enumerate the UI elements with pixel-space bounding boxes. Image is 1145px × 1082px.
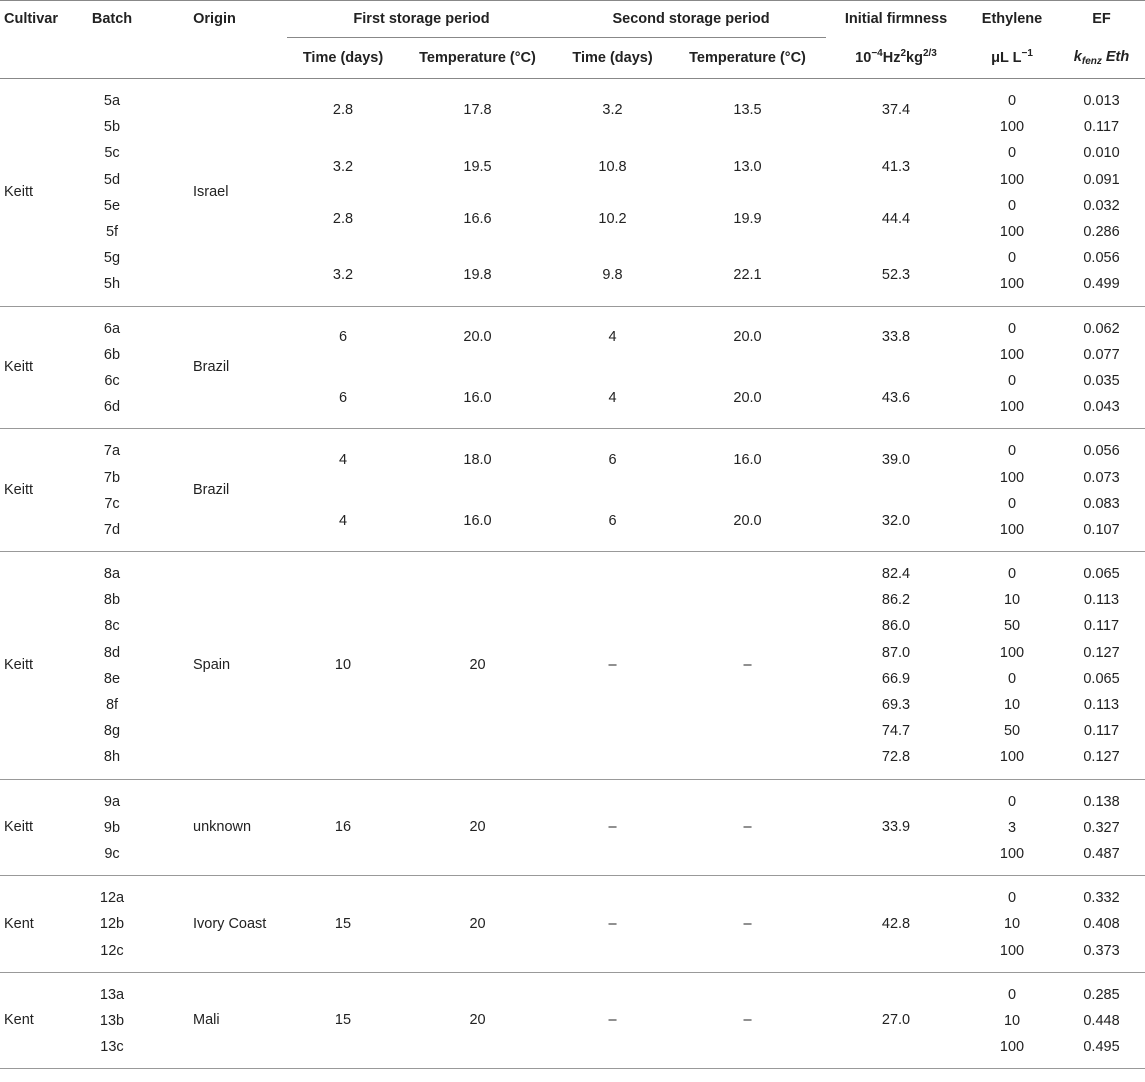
ef-cell: 0.373: [1083, 942, 1120, 959]
temp2-cell: –: [743, 819, 752, 836]
ef-cell: 0.117: [1083, 119, 1120, 136]
origin-cell: unknown: [193, 819, 252, 836]
time2-cell: 9.8: [602, 267, 623, 284]
ef-cell: 0.285: [1083, 986, 1120, 1003]
ef-cell: 0.083: [1083, 495, 1120, 512]
firmness-cell: 86.2: [881, 592, 911, 609]
ethylene-cell: 0: [1007, 372, 1017, 389]
firmness-cell: 86.0: [881, 618, 911, 635]
ef-cell: 0.127: [1083, 749, 1120, 766]
ethylene-cell: 0: [1007, 93, 1017, 110]
ef-cell: 0.487: [1083, 845, 1120, 862]
firmness-cell: 44.4: [881, 210, 911, 227]
ethylene-cell: 10: [1003, 697, 1021, 714]
firmness-cell: 87.0: [881, 644, 911, 661]
ethylene-cell: 100: [999, 224, 1025, 241]
time2-cell: –: [608, 819, 617, 836]
batch-cell: 9b: [103, 819, 121, 836]
ef-cell: 0.332: [1083, 890, 1120, 907]
batch-cell: 6d: [103, 399, 121, 416]
ef-cell: 0.035: [1083, 372, 1120, 389]
ef-cell: 0.113: [1083, 592, 1120, 609]
ef-cell: 0.499: [1083, 276, 1120, 293]
firmness-cell: 72.8: [881, 749, 911, 766]
temp1-cell: 19.8: [463, 267, 492, 284]
time2-cell: 3.2: [602, 101, 623, 118]
header-time-days-1: Time (days): [302, 50, 384, 66]
header-ethylene: Ethylene: [981, 11, 1043, 28]
header-initial-firmness: Initial firmness: [844, 11, 948, 28]
temp2-cell: –: [743, 657, 752, 674]
ethylene-cell: 0: [1007, 320, 1017, 337]
time1-cell: 6: [338, 390, 348, 407]
ethylene-cell: 10: [1003, 916, 1021, 933]
batch-cell: 8c: [104, 618, 120, 635]
temp1-cell: 20: [469, 657, 486, 674]
temp1-cell: 20: [469, 915, 486, 932]
batch-cell: 13a: [99, 986, 125, 1003]
origin-cell: Mali: [193, 1012, 220, 1029]
header-second-storage-period: Second storage period: [556, 1, 826, 38]
header-batch: Batch: [91, 11, 133, 27]
batch-cell: 13b: [99, 1012, 125, 1029]
group-kent-mali: [0, 972, 1145, 1069]
header-ethylene-unit: μL $L^{-1}$: [991, 47, 1033, 66]
batch-cell: 8f: [105, 697, 119, 714]
batch-cell: 5a: [103, 93, 121, 110]
temp2-cell: 13.0: [733, 158, 762, 175]
batch-cell: 6c: [104, 372, 120, 389]
time2-cell: –: [608, 1012, 617, 1029]
batch-cell: 8h: [103, 749, 121, 766]
header-temperature-2: Temperature (°C): [689, 50, 806, 66]
time1-cell: 6: [338, 329, 348, 346]
ef-cell: 0.077: [1083, 346, 1120, 363]
origin-cell: Israel: [193, 184, 229, 201]
ethylene-cell: 0: [1007, 443, 1017, 460]
origin-cell: Brazil: [193, 482, 230, 499]
temp1-cell: 20.0: [463, 329, 492, 346]
ethylene-cell: 0: [1007, 566, 1017, 583]
firmness-cell: 74.7: [881, 723, 911, 740]
firmness-cell: 42.8: [881, 915, 911, 932]
ef-cell: 0.032: [1083, 197, 1120, 214]
ethylene-cell: 100: [999, 119, 1025, 136]
table-row: [0, 876, 1145, 912]
time1-cell: 3.2: [332, 158, 354, 175]
batch-cell: 8e: [103, 670, 121, 687]
temp2-cell: –: [743, 1012, 752, 1029]
ef-cell: 0.286: [1083, 224, 1120, 241]
header-firmness-unit: $10^{-4}Hz^2kg^{2/3}$: [855, 47, 937, 66]
time2-cell: 4: [608, 390, 617, 407]
group-keitt-spain: [0, 552, 1145, 780]
ethylene-cell: 100: [999, 749, 1025, 766]
temp1-cell: 16.0: [463, 512, 492, 529]
origin-cell: Brazil: [193, 359, 230, 376]
temp1-cell: 16.6: [463, 210, 492, 227]
time1-cell: 3.2: [332, 267, 354, 284]
ethylene-cell: 0: [1007, 670, 1017, 687]
firmness-cell: 33.8: [881, 329, 911, 346]
header-first-storage-period: First storage period: [287, 1, 556, 38]
time1-cell: 15: [334, 1012, 352, 1029]
ethylene-cell: 0: [1007, 145, 1017, 162]
time1-cell: 2.8: [332, 210, 354, 227]
batch-cell: 5b: [103, 119, 121, 136]
temp1-cell: 20: [469, 819, 486, 836]
ethylene-cell: 50: [1003, 618, 1021, 635]
origin-cell: Ivory Coast: [193, 915, 267, 932]
batch-cell: 9c: [104, 845, 120, 862]
batch-cell: 5h: [103, 276, 121, 293]
temp1-cell: 16.0: [463, 390, 492, 407]
cultivar-cell: Keitt: [4, 482, 34, 499]
ethylene-cell: 100: [999, 644, 1025, 661]
firmness-cell: 69.3: [881, 697, 911, 714]
batch-cell: 5g: [103, 250, 121, 267]
ethylene-cell: 100: [999, 276, 1025, 293]
batch-cell: 7d: [103, 521, 121, 538]
time1-cell: 4: [338, 451, 348, 468]
ethylene-cell: 10: [1003, 1012, 1021, 1029]
temp1-cell: 19.5: [463, 158, 492, 175]
ef-cell: 0.138: [1083, 793, 1120, 810]
firmness-cell: 39.0: [881, 451, 911, 468]
ef-cell: 0.073: [1083, 469, 1120, 486]
table-row: [0, 552, 1145, 588]
ethylene-cell: 100: [999, 521, 1025, 538]
ethylene-cell: 0: [1007, 986, 1017, 1003]
table-header: [0, 1, 1145, 79]
batch-cell: 5f: [105, 224, 119, 241]
cultivar-cell: Keitt: [4, 819, 34, 836]
temp2-cell: 19.9: [733, 210, 762, 227]
ef-cell: 0.117: [1083, 618, 1120, 635]
time2-cell: 4: [608, 329, 617, 346]
table-row: [0, 972, 1145, 1008]
ef-cell: 0.113: [1083, 697, 1120, 714]
batch-cell: 13c: [100, 1039, 124, 1056]
header-ef-formula: $k_{fenz}$ Eth: [1073, 48, 1130, 67]
batch-cell: 8d: [103, 644, 121, 661]
ethylene-cell: 100: [999, 399, 1025, 416]
time2-cell: –: [608, 657, 617, 674]
batch-cell: 5d: [103, 171, 121, 188]
ethylene-cell: 100: [999, 171, 1025, 188]
time2-cell: –: [608, 915, 617, 932]
temp2-cell: 20.0: [733, 390, 762, 407]
ef-cell: 0.408: [1083, 916, 1120, 933]
firmness-cell: 33.9: [881, 819, 911, 836]
firmness-cell: 82.4: [881, 566, 911, 583]
header-origin: Origin: [193, 11, 236, 27]
ethylene-cell: 50: [1003, 723, 1021, 740]
batch-cell: 9a: [103, 793, 121, 810]
ef-cell: 0.056: [1083, 443, 1120, 460]
batch-cell: 5e: [103, 197, 121, 214]
ef-cell: 0.107: [1083, 521, 1120, 538]
table-row: [0, 429, 1145, 465]
group-keitt-brazil-6: [0, 306, 1145, 429]
batch-cell: 7b: [103, 469, 121, 486]
header-temperature-1: Temperature (°C): [419, 50, 536, 66]
batch-cell: 12c: [100, 942, 124, 959]
batch-cell: 7c: [104, 495, 120, 512]
time1-cell: 15: [334, 915, 352, 932]
temp1-cell: 20: [469, 1012, 486, 1029]
temp2-cell: 22.1: [733, 267, 762, 284]
ef-cell: 0.065: [1083, 670, 1120, 687]
ef-cell: 0.065: [1083, 566, 1120, 583]
time2-cell: 6: [608, 512, 617, 529]
cultivar-cell: Keitt: [4, 184, 34, 201]
temp1-cell: 17.8: [463, 101, 492, 118]
cultivar-cell: Keitt: [4, 359, 34, 376]
ef-cell: 0.448: [1083, 1012, 1120, 1029]
ethylene-cell: 100: [999, 469, 1025, 486]
time1-cell: 2.8: [332, 101, 354, 118]
cultivar-cell: Kent: [4, 1012, 34, 1029]
header-time-days-2: Time (days): [572, 50, 653, 66]
ethylene-cell: 10: [1003, 592, 1021, 609]
origin-cell: Spain: [193, 657, 231, 674]
batch-cell: 5c: [104, 145, 120, 162]
firmness-cell: 52.3: [881, 267, 911, 284]
temp2-cell: 20.0: [733, 329, 762, 346]
time2-cell: 6: [608, 451, 617, 468]
time2-cell: 10.2: [598, 210, 627, 227]
table-row: [0, 306, 1145, 342]
time1-cell: 4: [338, 512, 348, 529]
ethylene-cell: 3: [1007, 819, 1017, 836]
time1-cell: 10: [334, 657, 352, 674]
temp2-cell: 13.5: [733, 101, 762, 118]
batch-cell: 7a: [103, 443, 121, 460]
ef-cell: 0.062: [1083, 320, 1120, 337]
firmness-cell: 32.0: [881, 512, 911, 529]
ethylene-cell: 100: [999, 942, 1025, 959]
table-row: [0, 779, 1145, 815]
table-row: [0, 79, 1145, 115]
batch-cell: 12b: [99, 916, 125, 933]
batch-cell: 6b: [103, 346, 121, 363]
batch-cell: 8g: [103, 723, 121, 740]
ethylene-cell: 100: [999, 346, 1025, 363]
ef-cell: 0.043: [1083, 399, 1120, 416]
ef-cell: 0.117: [1083, 723, 1120, 740]
firmness-cell: 41.3: [881, 158, 911, 175]
ethylene-cell: 100: [999, 1039, 1025, 1056]
batch-cell: 12a: [99, 890, 125, 907]
firmness-cell: 66.9: [881, 670, 911, 687]
firmness-cell: 37.4: [881, 101, 911, 118]
cultivar-cell: Keitt: [4, 657, 34, 674]
batch-cell: 6a: [103, 320, 121, 337]
ef-cell: 0.127: [1083, 644, 1120, 661]
ef-cell: 0.495: [1083, 1039, 1120, 1056]
temp2-cell: 20.0: [733, 512, 762, 529]
ef-cell: 0.056: [1083, 250, 1120, 267]
ethylene-cell: 0: [1007, 793, 1017, 810]
group-keitt-brazil-7: [0, 429, 1145, 552]
ef-cell: 0.327: [1083, 819, 1120, 836]
time1-cell: 16: [334, 819, 352, 836]
group-keitt-unknown: [0, 779, 1145, 876]
batch-cell: 8a: [103, 566, 121, 583]
ethylene-cell: 100: [999, 845, 1025, 862]
ethylene-cell: 0: [1007, 890, 1017, 907]
firmness-cell: 43.6: [881, 390, 911, 407]
header-cultivar: Cultivar: [4, 11, 58, 27]
cultivar-cell: Kent: [4, 915, 34, 932]
ethylene-cell: 0: [1007, 250, 1017, 267]
ef-cell: 0.091: [1083, 171, 1120, 188]
temp2-cell: 16.0: [733, 451, 762, 468]
ethylene-cell: 0: [1007, 197, 1017, 214]
header-ef: EF: [1092, 11, 1111, 28]
firmness-cell: 27.0: [881, 1012, 911, 1029]
temp2-cell: –: [743, 915, 752, 932]
batch-cell: 8b: [103, 592, 121, 609]
temp1-cell: 18.0: [463, 451, 492, 468]
group-keitt-israel: [0, 79, 1145, 307]
group-kent-ivory-coast: [0, 876, 1145, 973]
time2-cell: 10.8: [598, 158, 627, 175]
ef-cell: 0.013: [1083, 93, 1120, 110]
ef-cell: 0.010: [1083, 145, 1120, 162]
ethylene-cell: 0: [1007, 495, 1017, 512]
